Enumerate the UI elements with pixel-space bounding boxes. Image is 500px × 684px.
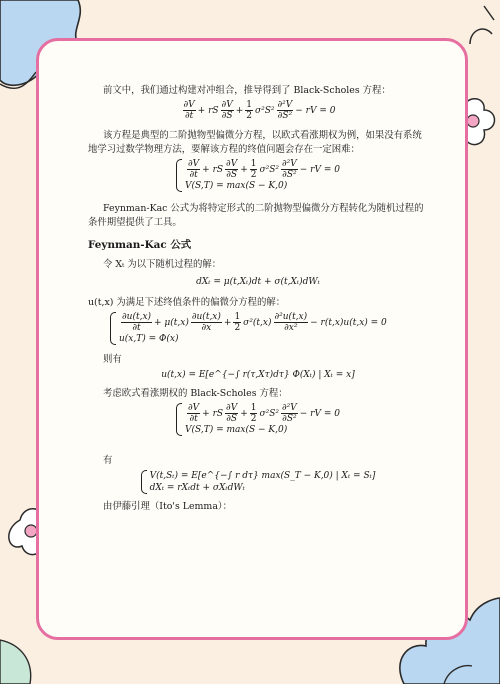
section-heading: Feynman-Kac 公式 <box>88 239 192 251</box>
equation-sde: dXₜ = μ(t,Xₜ)dt + σ(t,Xₜ)dWₜ <box>196 277 320 287</box>
paragraph-feynman-kac-intro: Feynman-Kac 公式为将特定形式的二阶抛物型偏微分方程转化为随机过程的条件期望提供了工具。 <box>88 203 424 228</box>
equation-fk-pde: $\frac{\partial u(t,x)}{\partial t}$ + μ(t,x) $\frac{\partial u(t,x)}{\partial x}$ + $\frac{1}{2}$ σ²(t,x) $\frac{\text{∂²u(t,x)}}{\text{∂x²}}$ − r(t,x)u(t,x) = 0 u(x,T) = Φ(x) <box>110 312 428 345</box>
equation-bs-expectation: V(t,Sₜ) = E[e^{−∫ r dτ} max(S_T − K,0) | Xₜ = Sₜ] dXₜ = rXₜdt + σXₜdWₜ <box>88 470 428 494</box>
paragraph-ito-lemma: 由伊藤引理（Ito's Lemma）： <box>103 501 232 512</box>
paragraph-have: 有 <box>103 455 113 466</box>
paragraph-stochastic-process: 令 Xₜ 为以下随机过程的解： <box>103 259 222 270</box>
document-body <box>88 84 428 514</box>
paragraph-consider-bs: 考虑欧式看涨期权的 Black-Scholes 方程： <box>103 388 288 399</box>
equation-fk-solution: u(t,x) = E[e^{−∫ r(τ,Xτ)dτ} Φ(Xₜ) | Xₜ = x] <box>161 370 355 380</box>
paragraph-intro: 前文中，我们通过构建对冲组合，推导得到了 Black-Scholes 方程： <box>103 85 391 96</box>
bottom-left-green-leaf <box>0 630 40 684</box>
equation-black-scholes: $\frac{\partial V}{\partial t}$ + rS $\frac{\partial V}{\partial S}$ + $\frac{1}{2}$ σ²S² $\frac{\text{∂²V}}{\text{∂S²}}$ − rV = 0 <box>183 100 336 121</box>
equation-terminal-value-problem: $\frac{\partial V}{\partial t}$ + rS $\frac{\partial V}{\partial S}$ + $\frac{1}{2}$ σ²S² $\frac{\text{∂²V}}{\text{∂S²}}$ − rV = 0 V(S,T) = max(S − K,0) <box>88 159 428 192</box>
paragraph-pde-solution: u(t,x) 为满足下述终值条件的偏微分方程的解： <box>88 297 286 308</box>
paragraph-pde-difficulty: 该方程是典型的二阶抛物型偏微分方程，以欧式看涨期权为例，如果没有系统地学习过数学物理方法，要解该方程的终值问题会存在一定困难： <box>88 130 422 155</box>
equation-bs-system: $\frac{\partial V}{\partial t}$ + rS $\frac{\partial V}{\partial S}$ + $\frac{1}{2}$ σ²S² $\frac{\text{∂²V}}{\text{∂S²}}$ − rV = 0 V(S,T) = max(S − K,0) <box>88 403 428 436</box>
paragraph-then: 则有 <box>103 354 122 365</box>
